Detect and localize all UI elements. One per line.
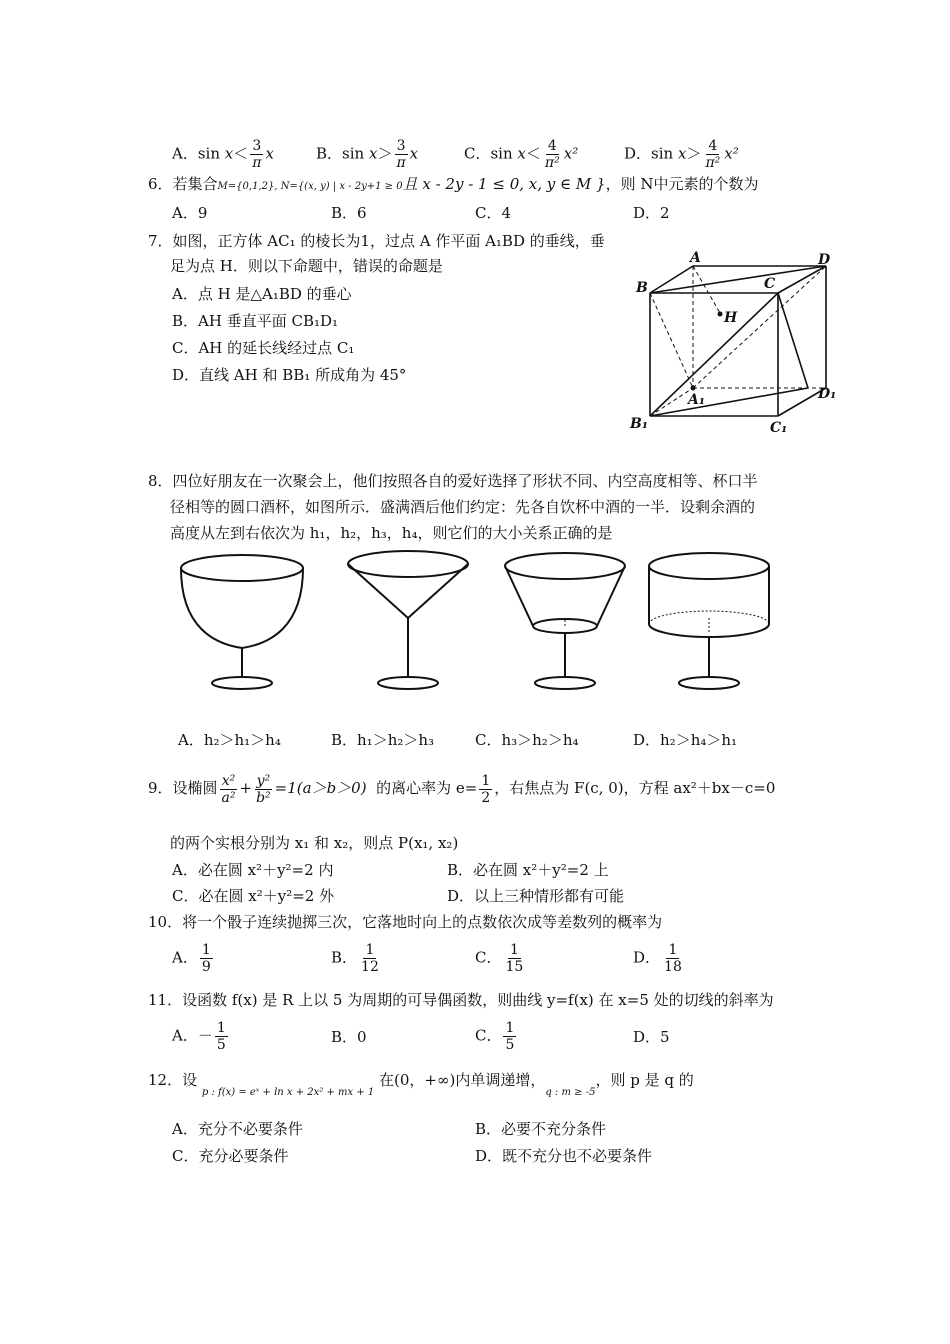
q7-option-c: C．AH 的延长线经过点 C₁ (172, 339, 355, 357)
q7-option-a: A．点 H 是△A₁BD 的垂心 (172, 285, 352, 303)
q12-option-b: B．必要不充分条件 (475, 1120, 607, 1138)
q12-option-c: C．充分必要条件 (172, 1147, 289, 1165)
q10-option-d: D． $\frac{1}{18}$ (633, 942, 682, 975)
q12-stem: 12．设 $_{p : f(x) = eˣ + ln x + 2x^2 + mx + 1}$ 在(0，+∞)内单调递增，$_{q : m \ge -5}$，则 p 是 q 的 (148, 1071, 694, 1098)
q5-option-a: A．sin x＜ $\frac{3}{\pi}$ x (172, 138, 274, 171)
q5-option-d: D．sin x＞ $\frac{4}{\text{π²}}$ x² (624, 138, 739, 171)
q9-option-c: C．必在圆 x²＋y²=2 外 (172, 887, 335, 905)
q9-option-b: B．必在圆 x²＋y²=2 上 (447, 861, 609, 879)
cube-label-a1: A₁ (688, 392, 705, 408)
cube-label-d: D (818, 252, 831, 268)
q5-option-c: C．sin x＜ $\frac{4}{\text{π²}}$ x² (464, 138, 579, 171)
q8-stem-line3: 高度从左到右依次为 h₁，h₂，h₃，h₄，则它们的大小关系正确的是 (170, 524, 613, 542)
q10-option-b: B． $\frac{1}{12}$ (331, 942, 379, 975)
cube-label-h: H (724, 310, 738, 326)
q6-stem: 6．若集合M={0,1,2}, N={(x, y) | x - 2y+1 ≥ 0且 x - 2y - 1 ≤ 0, x, y ∈ M }，则 N中元素的个数为 (148, 175, 759, 193)
q8-stem-line1: 8．四位好朋友在一次聚会上，他们按照各自的爱好选择了形状不同、内空高度相等、杯口半 (148, 472, 758, 490)
cube-label-a: A (690, 250, 701, 266)
cube-label-d1: D₁ (818, 386, 837, 402)
q8-option-c: C．h₃＞h₂＞h₄ (475, 731, 579, 749)
q9-stem: 9．设椭圆 $\frac{\text{x²}}{\text{a²}}$ + $\frac{\text{y²}}{\text{b²}}$ =1(a＞b＞0) 的离心率为 e= $\frac{1}{2}$ ，右焦点为 F(c, 0)，方程 ax²＋bx－c=0 (148, 772, 776, 806)
cube-figure (628, 248, 844, 438)
q6-option-c: C．4 (475, 204, 512, 222)
q8-stem-line2: 径相等的圆口酒杯，如图所示．盛满酒后他们约定：先各自饮杯中酒的一半．设剩余酒的 (170, 498, 756, 516)
q8-option-d: D．h₂＞h₄＞h₁ (633, 731, 738, 749)
q10-stem: 10．将一个骰子连续抛掷三次，它落地时向上的点数依次成等差数列的概率为 (148, 913, 663, 931)
q8-option-b: B．h₁＞h₂＞h₃ (331, 731, 435, 749)
q6-option-d: D．2 (633, 204, 670, 222)
q9-option-d: D．以上三种情形都有可能 (447, 887, 625, 905)
q11-stem: 11．设函数 f(x) 是 R 上以 5 为周期的可导偶函数，则曲线 y=f(x) 在 x=5 处的切线的斜率为 (148, 991, 774, 1009)
cups-figure (175, 548, 780, 700)
q9-option-a: A．必在圆 x²＋y²=2 内 (172, 861, 334, 879)
q6-option-a: A．9 (172, 204, 208, 222)
q12-option-a: A．充分不必要条件 (172, 1120, 303, 1138)
q11-option-a: A．－ $\frac{1}{5}$ (172, 1020, 226, 1053)
q10-option-c: C． $\frac{1}{15}$ (475, 942, 524, 975)
q12-option-d: D．既不充分也不必要条件 (475, 1147, 653, 1165)
cube-label-c: C (764, 276, 776, 292)
q7-option-d: D．直线 AH 和 BB₁ 所成角为 45° (172, 366, 407, 384)
q11-option-b: B．0 (331, 1028, 367, 1046)
q11-option-c: C． $\frac{1}{5}$ (475, 1020, 515, 1053)
cube-label-c1: C₁ (770, 420, 788, 436)
q7-stem-line1: 7．如图，正方体 AC₁ 的棱长为1，过点 A 作平面 A₁BD 的垂线，垂 (148, 232, 605, 250)
q10-option-a: A． $\frac{1}{9}$ (172, 942, 211, 975)
cube-label-b: B (636, 280, 648, 296)
q8-option-a: A．h₂＞h₁＞h₄ (178, 731, 281, 749)
q7-option-b: B．AH 垂直平面 CB₁D₁ (172, 312, 339, 330)
q9-stem-line2: 的两个实根分别为 x₁ 和 x₂，则点 P(x₁, x₂) (170, 834, 459, 852)
q5-option-b: B．sin x＞ $\frac{3}{\pi}$ x (316, 138, 419, 171)
q6-option-b: B．6 (331, 204, 367, 222)
q11-option-d: D．5 (633, 1028, 670, 1046)
q7-stem-line2: 足为点 H．则以下命题中，错误的命题是 (170, 257, 443, 275)
cube-label-b1: B₁ (630, 416, 648, 432)
